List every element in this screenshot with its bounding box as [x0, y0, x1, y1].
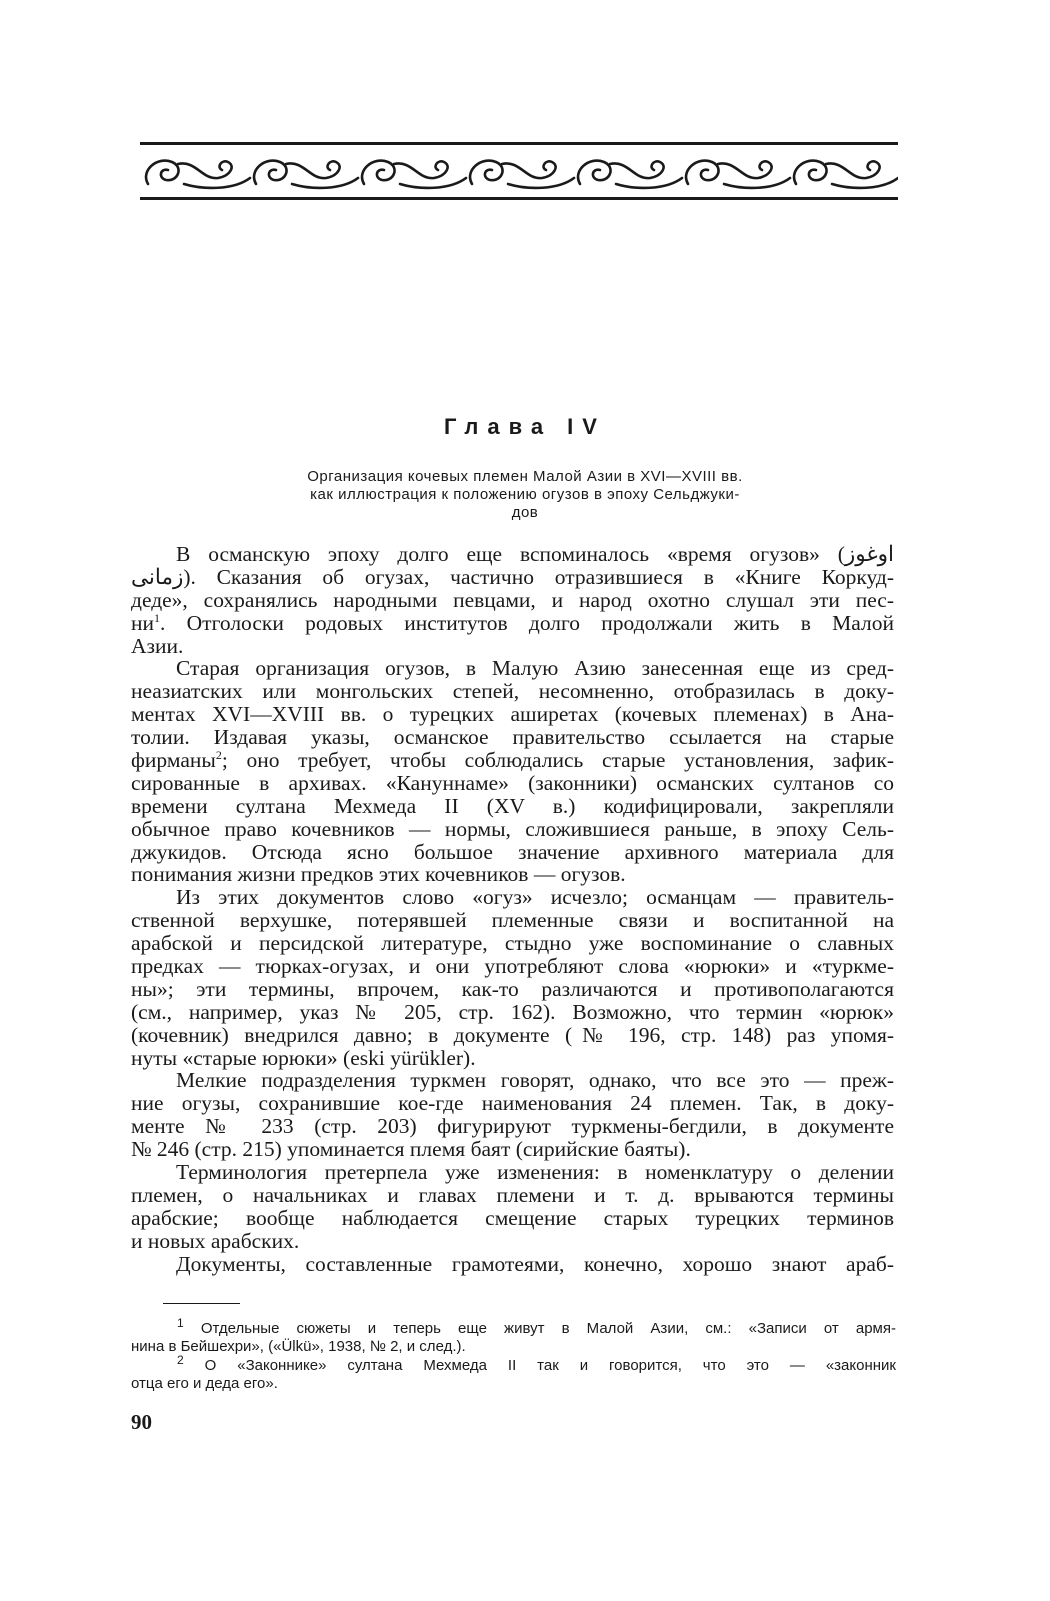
text-line: арабские; вообще наблюдается смещение старых турецких терминов: [131, 1205, 894, 1230]
text-line: понимания жизни предков этих кочевников — огузов.: [131, 862, 626, 887]
scroll-ornament-segment: [470, 161, 574, 188]
text-line: арабской и персидской литературе, стыдно уже воспоминание о славных: [131, 931, 894, 956]
page-number: 90: [131, 1410, 152, 1434]
text-line: Документы, составленные грамотеями, конечно, хорошо знают араб-: [176, 1251, 894, 1276]
text-line: фирманы$^2$; оно требует, чтобы соблюдались старые установления, зафик-: [131, 747, 894, 773]
scroll-ornament-segment: [794, 161, 898, 188]
text-line: и новых арабских.: [131, 1228, 300, 1253]
text-line: менте № 233 (стр. 203) фигурируют туркмены-бегдили, в документе: [131, 1114, 894, 1139]
scroll-ornament-segment: [362, 161, 466, 188]
text-line: $ни^1$. Отголоски родовых институтов долго продолжали жить в Малой: [131, 610, 894, 635]
text-line: джукидов. Отсюда ясно большое значение архивного материала для: [131, 839, 894, 864]
decorative-header-ornament: [140, 140, 898, 202]
text-line: ственной верхушке, потерявшей племенные связи и воспитанной на: [131, 908, 894, 933]
footnote-2: $^2$ О «Законнике» султана Мехмеда II так и говорится, что это — «законник: [177, 1352, 896, 1374]
text-line: Старая организация огузов, в Малую Азию занесенная еще из сред-: [176, 656, 894, 681]
text-line: ние огузы, сохранившие кое-где наименования 24 племен. Так, в доку-: [131, 1091, 894, 1116]
subtitle-line: Организация кочевых племен Малой Азии в XVI—XVIII вв.: [307, 468, 743, 485]
text-line: Мелкие подразделения туркмен говорят, однако, что все это — преж-: [176, 1068, 894, 1093]
subtitle-line: как иллюстрация к положению огузов в эпоху Сельджуки-: [310, 486, 740, 503]
footnote-2-continued: отца его и деда его».: [131, 1374, 278, 1392]
text-line: В османскую эпоху долго еще вспоминалось «время огузов» (اوغوز: [176, 542, 894, 566]
text-line: ны»; эти термины, впрочем, как-то различаются и противополагаются: [131, 976, 894, 1001]
text-line: (см., например, указ № 205, стр. 162). Возможно, что термин «юрюк»: [131, 999, 894, 1024]
footnote-marker-1: 1: [154, 610, 161, 625]
text-line: сированные в архивах. «Кануннаме» (законники) османских султанов со: [131, 770, 894, 795]
text-line: неазиатских или монгольских степей, несомненно, отобразилась в доку-: [131, 679, 894, 704]
text-line: предках — тюрках-огузах, и они употребляют слова «юрюки» и «туркме-: [131, 954, 894, 979]
text-line: нуты «старые юрюки» (eski yürükler).: [131, 1045, 476, 1070]
text-line: деде», сохранялись народными певцами, и народ охотно слушал эти пес-: [131, 587, 894, 612]
text-line: (кочевник) внедрился давно; в документе (№ 196, стр. 148) раз упомя-: [131, 1022, 894, 1047]
footnote-1-continued: нина в Бейшехри», («Ülkü», 1938, № 2, и след.).: [131, 1338, 466, 1356]
footnote-divider: [163, 1303, 240, 1304]
text-line: № 246 (стр. 215) упоминается племя баят (сирийские баяты).: [131, 1137, 691, 1162]
subtitle-line: дов: [511, 504, 539, 521]
footnote-marker-2: 2: [215, 747, 222, 762]
text-line: толии. Издавая указы, османское правительство ссылается на старые: [131, 725, 894, 750]
chapter-title: Глава IV: [444, 414, 606, 439]
footnote-1: $^1$ Отдельные сюжеты и теперь еще живут в Малой Азии, см.: «Записи от армя-: [177, 1316, 896, 1337]
text-line: племен, о начальниках и главах племени и т. д. врываются термины: [131, 1182, 894, 1207]
text-line: обычное право кочевников — нормы, сложившиеся раньше, в эпоху Сель-: [131, 816, 894, 841]
scroll-ornament-segment: [254, 161, 358, 188]
text-line: ментах XVI—XVIII вв. о турецких аширетах (кочевых племенах) в Ана-: [131, 702, 894, 727]
scroll-ornament-segment: [146, 161, 250, 188]
text-line: زمانی). Сказания об огузах, частично отразившиеся в «Книге Коркуд-: [131, 564, 894, 589]
text-line: Из этих документов слово «огуз» исчезло; османцам — правитель-: [176, 885, 894, 910]
chapter-subtitle: [215, 468, 835, 522]
text-line: Азии.: [131, 633, 184, 658]
scroll-ornament-segment: [578, 161, 682, 188]
body-text: [131, 543, 894, 1276]
text-line: Терминология претерпела уже изменения: в номенклатуру о делении: [176, 1160, 894, 1185]
scroll-ornament-segment: [686, 161, 790, 188]
text-line: времени султана Мехмеда II (XV в.) кодифицировали, закрепляли: [131, 793, 894, 818]
footnotes: [131, 1316, 896, 1393]
